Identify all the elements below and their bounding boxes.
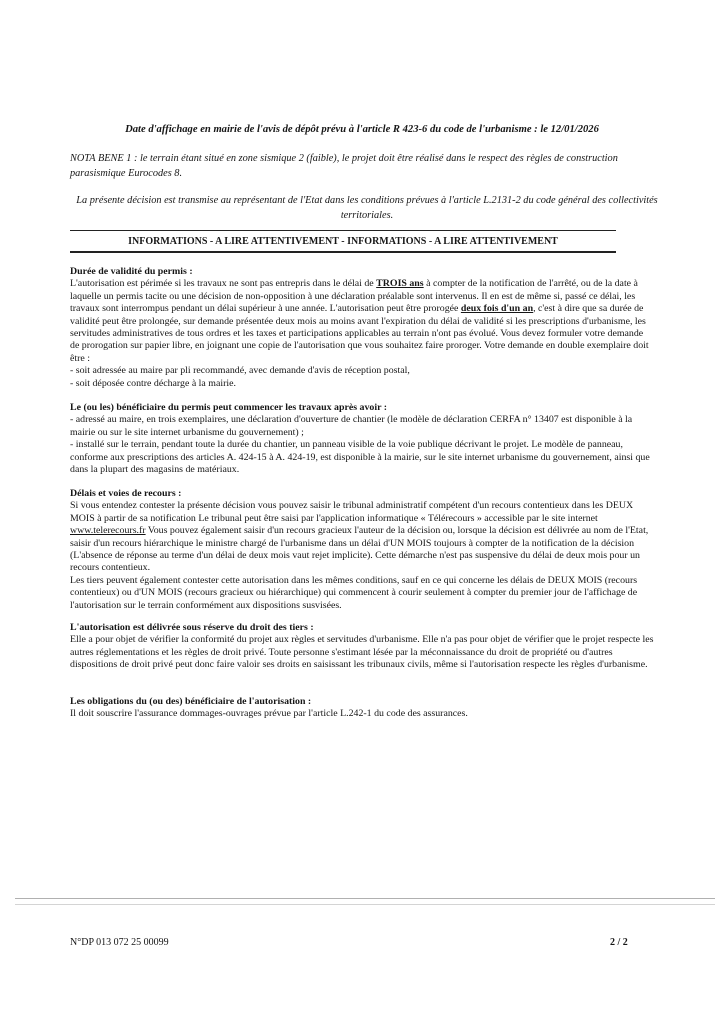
- validite-item-decharge: - soit déposée contre décharge à la mairie.: [70, 377, 236, 389]
- reserve-paragraph: Elle a pour objet de vérifier la conformité du projet aux règles et servitudes d'urbanisme. Elle n'a pas pour objet de vérifier que le projet respecte les autres réglementations et les règles de droit privé. Toute personne s'estimant lésée par la méconnaissance du droit de propriété ou d'autres dispositions de droit privé peut donc faire valoir ses droits en saisissant les tribunaux civils, même si l'autorisation respecte les règles d'urbanisme.: [70, 634, 654, 671]
- section-travaux: [70, 402, 654, 476]
- section-obligations-title: Les obligations du (ou des) bénéficiaire de l'autorisation :: [70, 696, 312, 707]
- validite-item-recommande: - soit adressée au maire par pli recommandé, avec demande d'avis de réception postal,: [70, 365, 410, 377]
- travaux-item-declaration: - adressé au maire, en trois exemplaires, une déclaration d'ouverture de chantier (le modèle de déclaration CERFA n° 13407 est disponible à la mairie ou sur le site internet urbanisme du gouvernement) ;: [70, 414, 633, 438]
- telerecours-link[interactable]: www.telerecours.fr: [70, 525, 146, 537]
- section-validite-body: [70, 278, 654, 365]
- validite-text-3: , c'est à dire que sa durée de validité peut être prolongée, sur demande présentée deux mois au moins avant l'expiration du délai de validité si les prescriptions d'urbanisme, les servitudes administratives de tous ordres et les taxes et participations applicables au terrain n'ont pas évolué. Vous devez formuler votre demande de prorogation sur papier libre, en joignant une copie de l'autorisation que vous souhaitez faire proroger. Votre demande en double exemplaire doit être :: [70, 303, 649, 364]
- validite-text-2: à compter de la notification de l'arrêté, ou de la date à laquelle un permis tacite ou une décision de non-opposition à une déclaration préalable sont intervenus. Il en est de même si, passé ce délai, les travaux sont interrompus pendant un délai supérieur à une année. L'autorisation peut être prorogée: [70, 278, 638, 315]
- section-reserve-title: L'autorisation est délivrée sous réserve du droit des tiers :: [70, 622, 314, 633]
- page-number: 2 / 2: [610, 937, 628, 948]
- validite-emphasis-trois-ans: TROIS ans: [376, 278, 424, 290]
- section-validite: [70, 266, 654, 390]
- recours-text-1: Si vous entendez contester la présente décision vous pouvez saisir le tribunal administratif compétent d'un recours contentieux dans les DEUX MOIS à partir de sa notification Le tribunal peut être saisi par l'application informatique « Télérecours » accessible par le site internet: [70, 500, 634, 524]
- section-recours-title: Délais et voies de recours :: [70, 488, 182, 499]
- validite-text-1: L'autorisation est périmée si les travaux ne sont pas entrepris dans le délai de: [70, 278, 377, 290]
- section-reserve: [70, 622, 654, 672]
- recours-text-2: Vous pouvez également saisir d'un recours gracieux l'auteur de la décision ou, lorsque la décision est délivrée au nom de l'Etat, saisir d'un recours hiérarchique le ministre chargé de l'urbanisme dans un délai d'UN MOIS toujours à compter de la notification de la décision (L'absence de réponse au terme d'un délai de deux mois vaut rejet implicite). Cette démarche n'est pas suspensive du délai de deux mois pour un recours contentieux.: [70, 525, 649, 574]
- travaux-item-panneau: - installé sur le terrain, pendant toute la durée du chantier, un panneau visible de la voie publique décrivant le projet. Le modèle de panneau, conforme aux prescriptions des articles A. 424-15 à A. 424-19, est disponible à la mairie, sur le site internet urbanisme du gouvernement, ainsi que dans la plupart des magasins de matériaux.: [70, 439, 650, 476]
- section-obligations: [70, 696, 654, 721]
- section-validite-title: Durée de validité du permis :: [70, 266, 193, 277]
- dossier-reference: N°DP 013 072 25 00099: [70, 937, 169, 948]
- recours-paragraph-2: Les tiers peuvent également contester cette autorisation dans les mêmes conditions, sauf en ce qui concerne les délais de DEUX MOIS (recours contentieux) ou d'UN MOIS (recours gracieux ou hiérarchique) qui commencent à courir seulement à compter du premier jour de l'affichage de l'autorisation sur le terrain conformément aux dispositions susvisées.: [70, 574, 638, 611]
- recours-paragraph-1: [70, 500, 654, 574]
- obligations-paragraph: Il doit souscrire l'assurance dommages-ouvrages prévue par l'article L.242-1 du code des assurances.: [70, 708, 468, 720]
- transmission-notice: La présente décision est transmise au représentant de l'Etat dans les conditions prévues à l'article L.2131-2 du code général des collectivités territoriales.: [76, 195, 658, 221]
- footer-rule-secondary: [15, 904, 715, 905]
- banner-top-rule: [70, 230, 616, 231]
- affichage-date-line: Date d'affichage en mairie de l'avis de dépôt prévu à l'article R 423-6 du code de l'urbanisme : le 12/01/2026: [125, 124, 599, 135]
- banner-bottom-rule: [70, 251, 616, 253]
- section-recours: [70, 488, 654, 612]
- validite-emphasis-deux-fois: deux fois d'un an: [460, 303, 534, 315]
- info-banner: INFORMATIONS - A LIRE ATTENTIVEMENT - INFORMATIONS - A LIRE ATTENTIVEMENT: [128, 236, 558, 247]
- nota-bene: NOTA BENE 1 : le terrain étant situé en zone sismique 2 (faible), le projet doit être réalisé dans le respect des règles de construction parasismique Eurocodes 8.: [70, 153, 618, 179]
- section-travaux-title: Le (ou les) bénéficiaire du permis peut commencer les travaux après avoir :: [70, 402, 388, 413]
- footer-rule: [15, 898, 715, 899]
